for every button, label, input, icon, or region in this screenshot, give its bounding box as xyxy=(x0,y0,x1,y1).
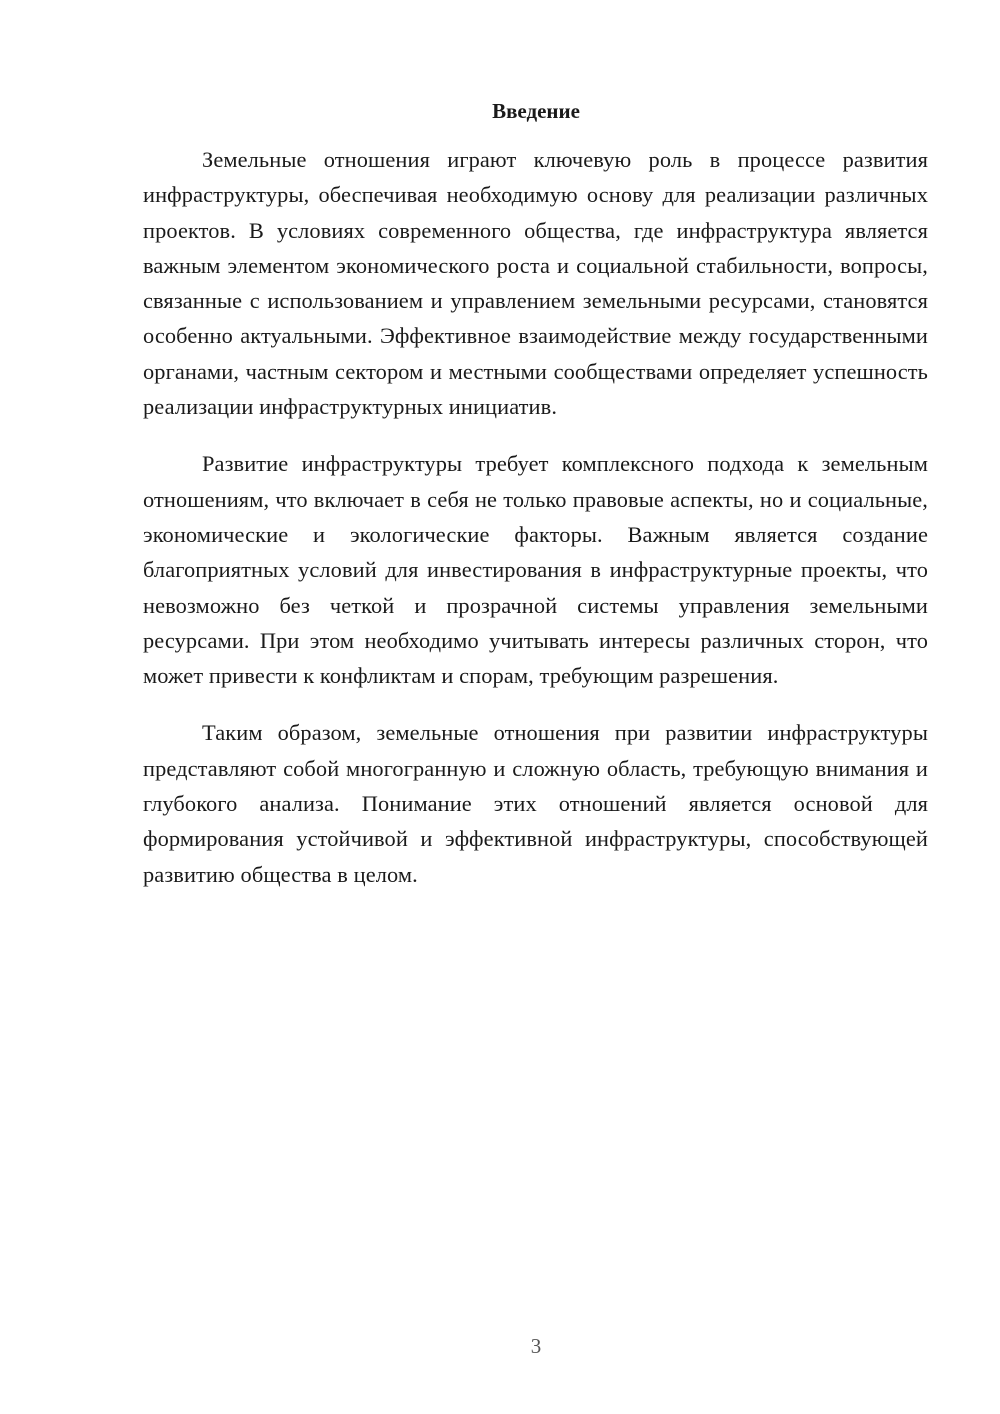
document-body xyxy=(143,142,928,914)
paragraph-1: Земельные отношения играют ключевую роль в процессе развития инфраструктуры, обеспечивая необходимую основу для реализации различных проектов. В условиях современного общества, где инфраструктура является важным элементом экономического роста и социальной стабильности, вопросы, связанные с использованием и управлением земельными ресурсами, становятся особенно актуальными. Эффективное взаимодействие между государственными органами, частным сектором и местными сообществами определяет успешность реализации инфраструктурных инициатив. xyxy=(143,147,928,420)
page-title: Введение xyxy=(492,99,580,123)
paragraph-3: Таким образом, земельные отношения при развитии инфраструктуры представляют собой многогранную и сложную область, требующую внимания и глубокого анализа. Понимание этих отношений является основой для формирования устойчивой и эффективной инфраструктуры, способствующей развитию общества в целом. xyxy=(143,720,928,887)
paragraph-2: Развитие инфраструктуры требует комплексного подхода к земельным отношениям, что включает в себя не только правовые аспекты, но и социальные, экономические и экологические факторы. Важным является создание благоприятных условий для инвестирования в инфраструктурные проекты, что невозможно без четкой и прозрачной системы управления земельными ресурсами. При этом необходимо учитывать интересы различных сторон, что может привести к конфликтам и спорам, требующим разрешения. xyxy=(143,451,928,689)
page-number: 3 xyxy=(530,1334,542,1358)
